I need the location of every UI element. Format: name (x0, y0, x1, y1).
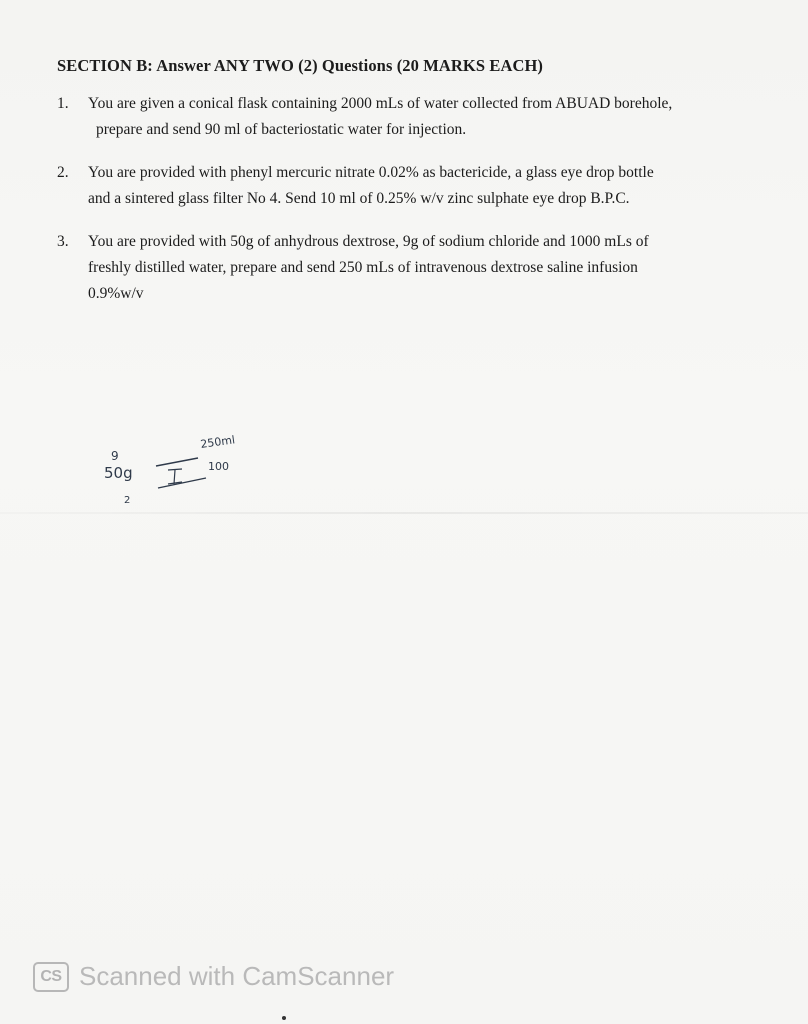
question-line: freshly distilled water, prepare and send 250 mLs of intravenous dextrose saline infusion (88, 259, 638, 276)
question-number: 1. (57, 95, 69, 112)
handwritten-calculation (98, 420, 278, 510)
question-1 (57, 91, 757, 143)
watermark-text: Scanned with CamScanner (79, 961, 395, 991)
question-text (88, 91, 757, 143)
handwritten-stroke (156, 458, 198, 466)
question-number: 3. (57, 233, 69, 250)
handwritten-note-top: 9 (111, 449, 119, 463)
handwritten-note-left: 50g (104, 464, 133, 482)
camscanner-watermark (33, 961, 394, 992)
handwritten-note-bottom: 2 (124, 495, 131, 506)
question-line: and a sintered glass filter No 4. Send 10 ml of 0.25% w/v zinc sulphate eye drop B.P.C. (88, 190, 630, 207)
question-number: 2. (57, 164, 69, 181)
handwritten-stroke (158, 478, 206, 488)
question-line: You are provided with phenyl mercuric nitrate 0.02% as bactericide, a glass eye drop bottle (88, 164, 654, 181)
question-line: prepare and send 90 ml of bacteriostatic water for injection. (96, 121, 467, 138)
question-text (88, 160, 757, 212)
question-2 (57, 160, 757, 212)
handwritten-note-right-top: 250ml (199, 433, 236, 451)
handwritten-stroke (168, 469, 182, 484)
question-line: You are given a conical flask containing 2000 mLs of water collected from ABUAD borehole, (88, 95, 673, 112)
question-3 (57, 229, 757, 307)
paper-fold-line (0, 512, 808, 514)
question-line: You are provided with 50g of anhydrous dextrose, 9g of sodium chloride and 1000 mLs of (88, 233, 649, 250)
handwritten-note-right-bottom: 100 (208, 460, 229, 473)
section-heading: SECTION B: Answer ANY TWO (2) Questions (20 MARKS EACH) (57, 56, 544, 75)
camscanner-logo: CS (33, 962, 69, 992)
question-line: 0.9%w/v (88, 285, 144, 302)
question-text (88, 229, 757, 307)
scan-speck (282, 1016, 286, 1020)
